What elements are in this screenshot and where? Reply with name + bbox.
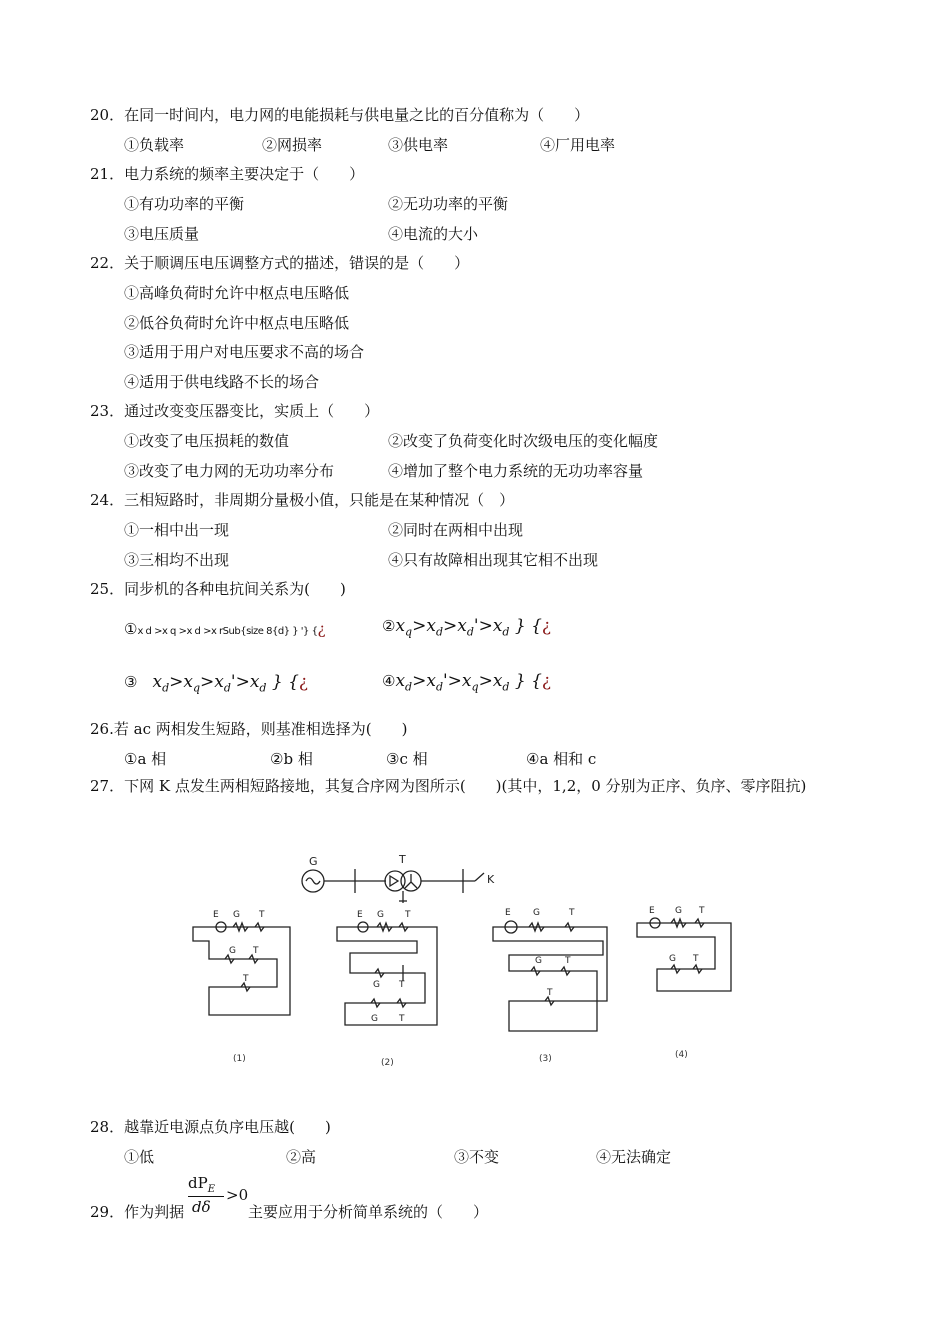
svg-text:T: T [693, 954, 699, 964]
question-text: 若 ac 两相发生短路，则基准相选择为( ) [113, 720, 408, 738]
svg-text:G: G [535, 956, 542, 966]
option: ①一相中出一现 [124, 521, 230, 539]
circuit-figure [185, 845, 745, 1075]
question-29 [90, 1201, 184, 1222]
option: ①负载率 [124, 136, 185, 154]
garbled-formula: x d >x q >x d >x rSub{size 8{d} } '} { [137, 626, 318, 637]
option: ②改变了负荷变化时次级电压的变化幅度 [388, 432, 659, 450]
question-number: 22． [90, 254, 125, 272]
network-1 [193, 910, 290, 1015]
svg-text:G: G [229, 946, 236, 956]
option: ④电流的大小 [388, 225, 479, 243]
question-number: 20． [90, 106, 125, 124]
question-26 [90, 718, 407, 739]
option: ③c 相 [386, 750, 428, 768]
formula: $x_d>x_d'>x_q>x_d$ } {¿ [395, 671, 552, 694]
svg-text:G: G [675, 906, 682, 916]
question-27: 27．下网 K 点发生两相短路接地，其复合序网为图所示( )(其中，1,2，0 分别为正序、负序、零序阻抗) [90, 777, 807, 795]
question-number: 24． [90, 491, 125, 509]
question-28 [90, 1116, 331, 1137]
svg-text:T: T [405, 910, 411, 920]
option-3 [124, 671, 308, 694]
option: ①有功功率的平衡 [124, 195, 245, 213]
option: ②高 [286, 1148, 317, 1166]
question-prefix: 作为判据 [124, 1203, 185, 1221]
option: ①低 [124, 1148, 155, 1166]
question-text: 通过改变变压器变比，实质上（ ） [124, 402, 380, 420]
question-number: 23． [90, 402, 125, 420]
svg-text:E: E [357, 910, 363, 920]
question-number: 21． [90, 165, 125, 183]
question-text: 同步机的各种电抗间关系为( ) [124, 580, 346, 598]
option-prefix: ③ [124, 673, 138, 691]
option: ①高峰负荷时允许中枢点电压略低 [124, 284, 350, 302]
svg-text:T: T [259, 910, 265, 920]
option: ④无法确定 [596, 1148, 672, 1166]
question-24 [90, 489, 514, 510]
svg-text:T: T [253, 946, 259, 956]
svg-text:T: T [547, 988, 553, 998]
caption-4: (4) [675, 1050, 688, 1060]
svg-text:E: E [505, 908, 511, 918]
question-25 [90, 578, 346, 599]
option: ③改变了电力网的无功功率分布 [124, 462, 335, 480]
option: ④增加了整个电力系统的无功功率容量 [388, 462, 644, 480]
question-suffix: 主要应用于分析简单系统的（ ） [248, 1203, 489, 1221]
network-3 [493, 908, 607, 1031]
question-22 [90, 252, 469, 273]
caption-1: (1) [233, 1054, 246, 1064]
label-k: K [487, 873, 495, 886]
question-number: 26. [90, 720, 114, 738]
svg-text:T: T [699, 906, 705, 916]
question-23 [90, 400, 379, 421]
option: ③电压质量 [124, 225, 200, 243]
option: ②低谷负荷时允许中枢点电压略低 [124, 314, 350, 332]
svg-text:E: E [649, 906, 655, 916]
caption-3: (3) [539, 1054, 552, 1064]
svg-text:G: G [377, 910, 384, 920]
question-number: 25． [90, 580, 125, 598]
svg-text:T: T [399, 1014, 405, 1024]
svg-text:G: G [669, 954, 676, 964]
network-2 [337, 910, 437, 1025]
label-g: G [309, 855, 318, 868]
question-text: 越靠近电源点负序电压越( ) [124, 1118, 331, 1136]
svg-text:T: T [399, 980, 405, 990]
formula: $x_d>x_q>x_d'>x_d$ } {¿ [152, 672, 309, 695]
option-prefix: ② [382, 617, 396, 635]
option: ②b 相 [270, 750, 313, 768]
option: ③供电率 [388, 136, 449, 154]
option-2 [382, 616, 551, 638]
option: ①改变了电压损耗的数值 [124, 432, 290, 450]
unknown-glyph: ¿ [317, 620, 326, 638]
option: ③三相均不出现 [124, 551, 230, 569]
caption-2: (2) [381, 1058, 394, 1068]
question-text: 关于顺调压电压调整方式的描述，错误的是（ ） [124, 254, 470, 272]
option: ②网损率 [262, 136, 323, 154]
single-line-diagram [302, 853, 495, 903]
option: ④厂用电率 [540, 136, 616, 154]
option-prefix: ④ [382, 672, 396, 690]
svg-text:G: G [371, 1014, 378, 1024]
label-t: T [399, 853, 406, 866]
option-prefix: ① [124, 620, 138, 638]
formula: $x_q>x_d>x_d'>x_d$ } {¿ [395, 616, 552, 639]
svg-text:T: T [565, 956, 571, 966]
option: ④a 相和 c [526, 750, 597, 768]
question-number: 28． [90, 1118, 125, 1136]
question-text: 在同一时间内，电力网的电能损耗与供电量之比的百分值称为（ ） [124, 106, 590, 124]
option: ④只有故障相出现其它相不出现 [388, 551, 599, 569]
question-20 [90, 104, 589, 125]
option: ②同时在两相中出现 [388, 521, 524, 539]
svg-text:G: G [233, 910, 240, 920]
svg-text:G: G [533, 908, 540, 918]
svg-text:T: T [243, 974, 249, 984]
question-text: 电力系统的频率主要决定于（ ） [124, 165, 365, 183]
svg-text:G: G [373, 980, 380, 990]
svg-text:E: E [213, 910, 219, 920]
question-number: 29． [90, 1203, 125, 1221]
option: ③适用于用户对电压要求不高的场合 [124, 343, 365, 361]
option-1 [124, 620, 325, 638]
question-21 [90, 163, 364, 184]
question-text: 三相短路时，非周期分量极小值，只能是在某种情况（ ） [124, 491, 515, 509]
option: ②无功功率的平衡 [388, 195, 509, 213]
option-4 [382, 671, 551, 693]
option: ③不变 [454, 1148, 500, 1166]
option: ④适用于供电线路不长的场合 [124, 373, 320, 391]
network-4 [637, 906, 731, 991]
svg-text:T: T [569, 908, 575, 918]
option: ①a 相 [124, 750, 167, 768]
